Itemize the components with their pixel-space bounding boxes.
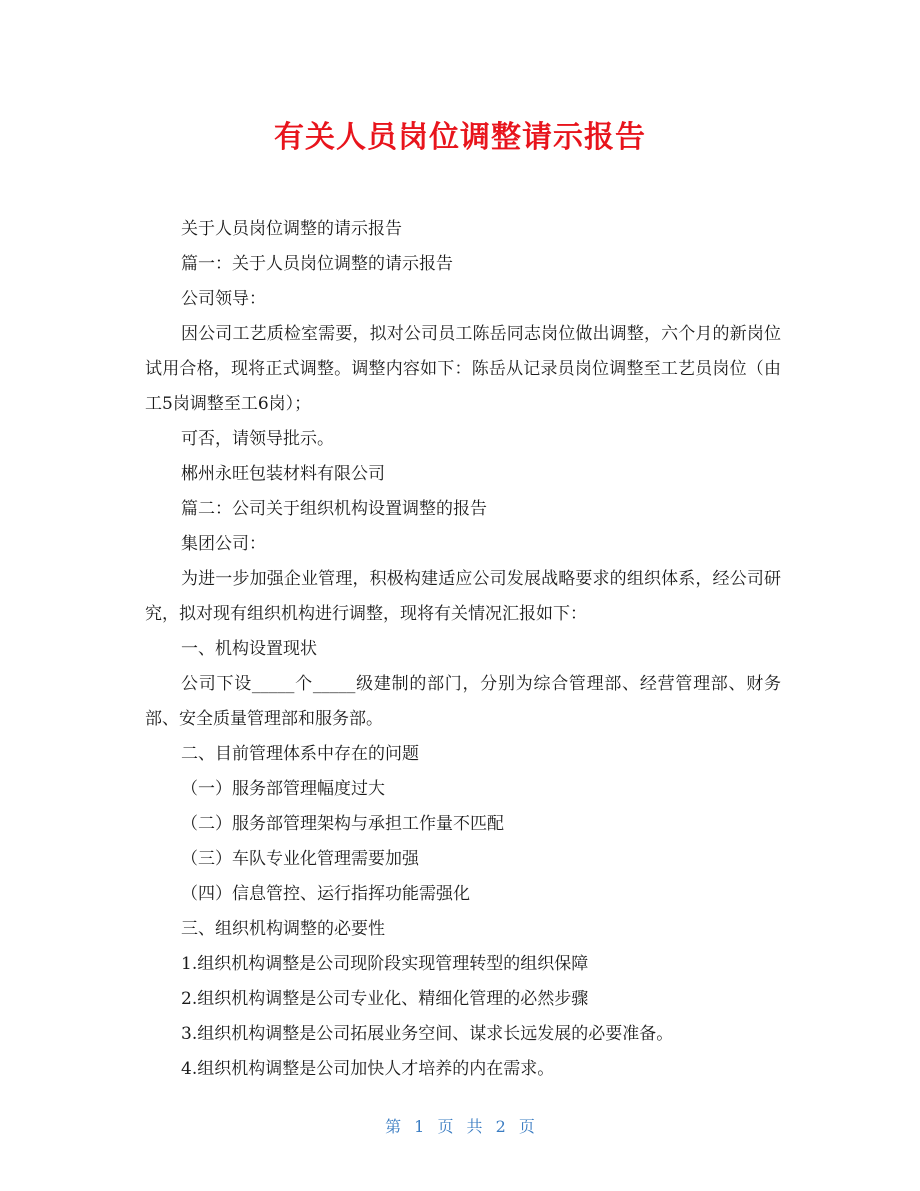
paragraph: 篇一：关于人员岗位调整的请示报告 [181,254,453,274]
paragraph: 可否，请领导批示。 [181,429,334,449]
paragraph: （二）服务部管理架构与承担工作量不匹配 [181,814,504,834]
paragraph: 二、目前管理体系中存在的问题 [181,744,419,764]
paragraph: 公司领导： [181,289,266,309]
paragraph: 三、组织机构调整的必要性 [181,919,385,939]
paragraph: 4.组织机构调整是公司加快人才培养的内在需求。 [181,1059,555,1079]
paragraph: 郴州永旺包装材料有限公司 [181,464,385,484]
document-body [145,212,781,1087]
page-number-footer: 第 1 页 共 2 页 [385,1117,535,1136]
paragraph: 关于人员岗位调整的请示报告 [181,219,402,239]
paragraph: 2.组织机构调整是公司专业化、精细化管理的必然步骤 [181,989,589,1009]
paragraph: 篇二：公司关于组织机构设置调整的报告 [181,499,487,519]
paragraph: （三）车队专业化管理需要加强 [181,849,419,869]
paragraph: 3.组织机构调整是公司拓展业务空间、谋求长远发展的必要准备。 [181,1024,674,1044]
paragraph: 因公司工艺质检室需要，拟对公司员工陈岳同志岗位做出调整，六个月的新岗位试用合格，现将正式调整。调整内容如下：陈岳从记录员岗位调整至工艺员岗位（由工5岗调整至工6岗）； [145,324,781,414]
paragraph: 集团公司： [181,534,266,554]
paragraph: 公司下设_____个_____级建制的部门，分别为综合管理部、经营管理部、财务部、安全质量管理部和服务部。 [145,674,781,729]
paragraph: （四）信息管控、运行指挥功能需强化 [181,884,470,904]
paragraph: 为进一步加强企业管理，积极构建适应公司发展战略要求的组织体系，经公司研究，拟对现有组织机构进行调整，现将有关情况汇报如下： [145,569,781,624]
paragraph: （一）服务部管理幅度过大 [181,779,385,799]
document-title: 有关人员岗位调整请示报告 [274,120,646,155]
paragraph: 1.组织机构调整是公司现阶段实现管理转型的组织保障 [181,954,589,974]
paragraph: 一、机构设置现状 [181,639,317,659]
